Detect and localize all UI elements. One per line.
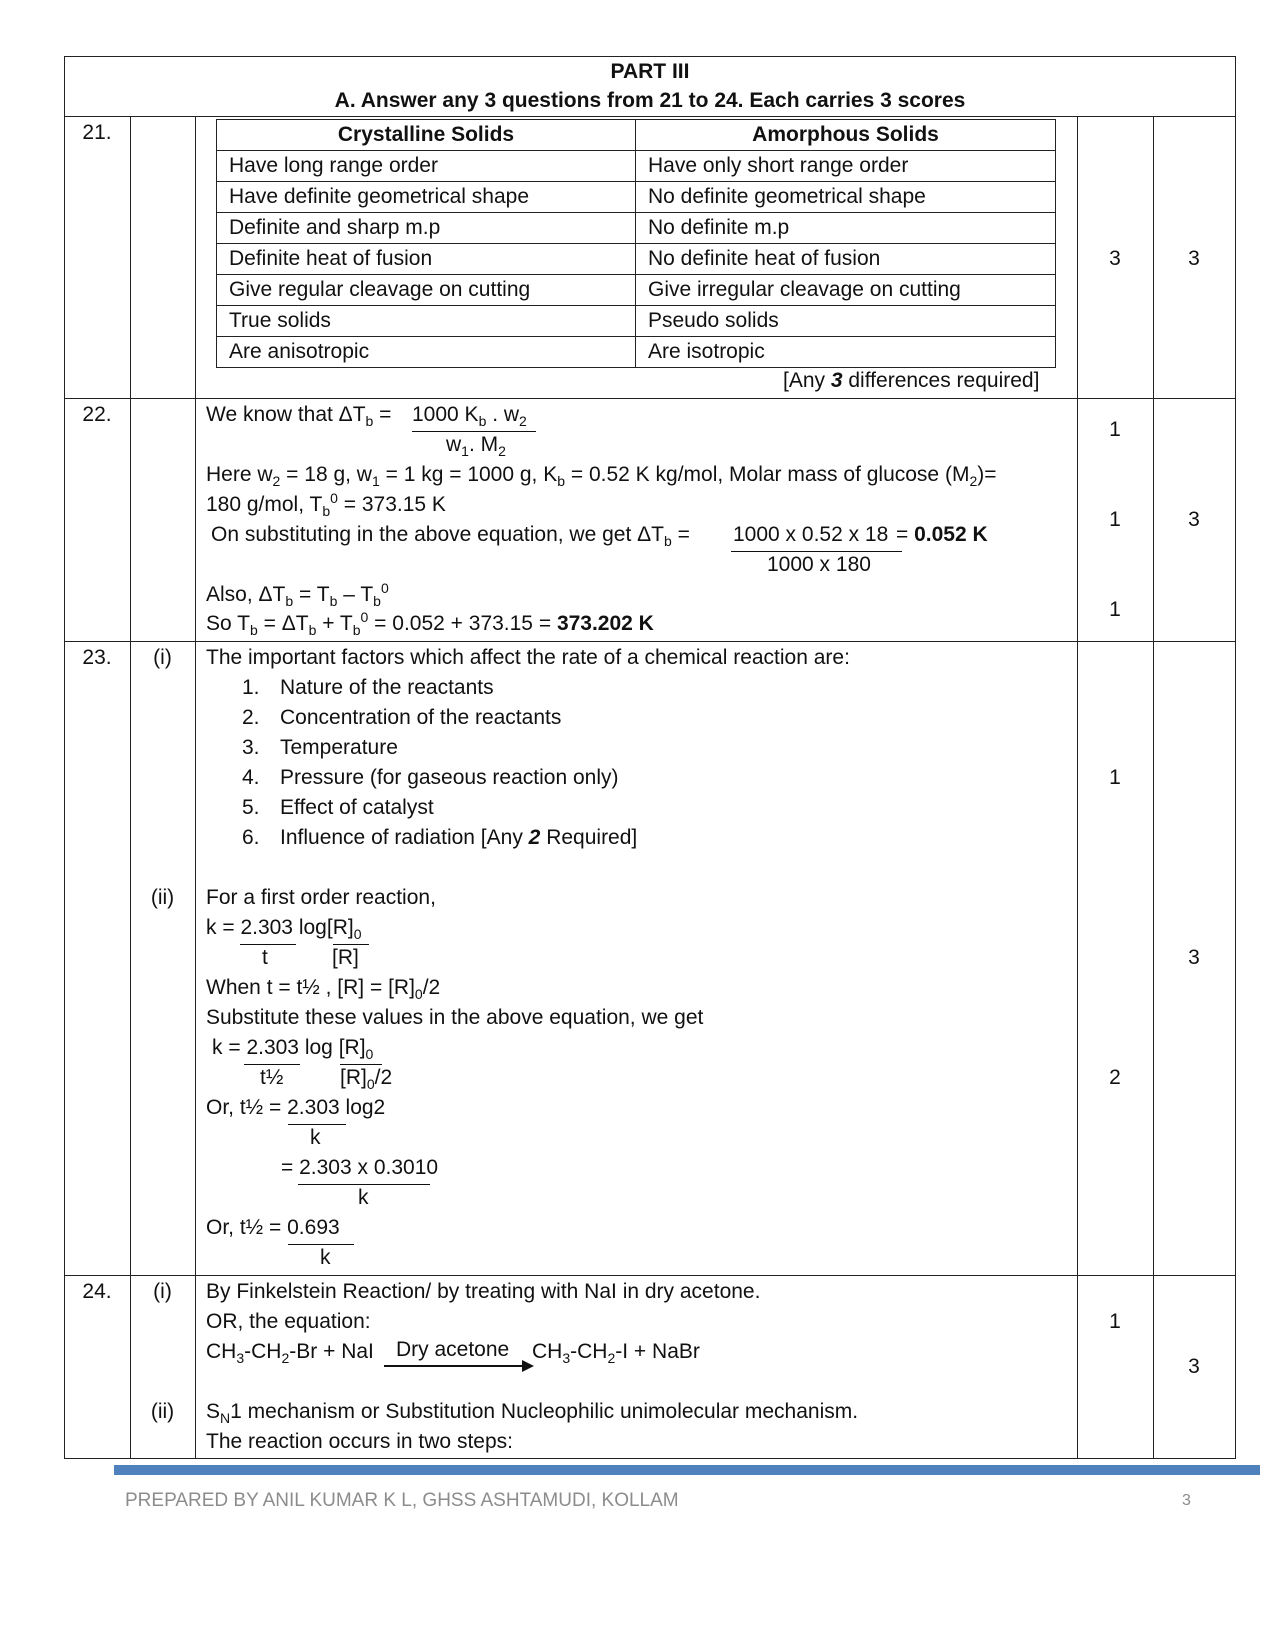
list-item <box>242 763 619 793</box>
superscript: 0 <box>380 580 389 596</box>
formula-text: 1 mechanism or Substitution Nucleophilic unimolecular mechanism. <box>230 1400 859 1423</box>
q22-formula-denominator <box>446 430 506 460</box>
subscript: 2 <box>607 1350 616 1367</box>
formula-text: = <box>373 403 392 426</box>
table-cell: No definite geometrical shape <box>636 182 1056 213</box>
list-text: Pressure (for gaseous reaction only) <box>280 766 619 789</box>
fraction-bar <box>240 944 296 945</box>
table-cell: True solids <box>217 306 636 337</box>
note-text: differences required] <box>842 369 1040 392</box>
q23-half-life-eq1-den: k <box>310 1126 321 1149</box>
subscript: 0 <box>366 1076 375 1093</box>
table-cell: Are anisotropic <box>217 337 636 368</box>
q23-score-1: 1 <box>1109 766 1121 789</box>
q24-score: 1 <box>1109 1310 1121 1333</box>
formula-text: 0.693 <box>287 1216 340 1239</box>
formula-text: Or, t½ = <box>206 1096 288 1119</box>
subscript: N <box>220 1410 231 1427</box>
formula-text: log <box>299 1036 339 1059</box>
col-header-amorphous: Amorphous Solids <box>636 120 1056 151</box>
list-item <box>242 703 561 733</box>
list-text: Temperature <box>280 736 398 759</box>
part-instruction: A. Answer any 3 questions from 21 to 24. Each carries 3 scores <box>334 89 966 112</box>
row23-bottom-border <box>64 1275 1236 1276</box>
q23-number: 23. <box>82 646 112 669</box>
q23-half-life-eq1 <box>206 1093 385 1123</box>
footer-credit: PREPARED BY ANIL KUMAR K L, GHSS ASHTAMUDI, KOLLAM <box>125 1490 679 1511</box>
formula-text: = T <box>293 583 330 606</box>
q22-score-2: 1 <box>1109 508 1121 531</box>
list-number: 1. <box>242 676 260 699</box>
subscript: 2 <box>969 473 978 490</box>
q23-score-2: 2 <box>1109 1066 1121 1089</box>
q22-given-values <box>206 460 997 490</box>
table-row <box>217 244 1056 275</box>
q22-substitution <box>211 520 690 550</box>
formula-text: k = <box>212 1036 247 1059</box>
q23-k-eq1-logden: [R] <box>332 946 359 969</box>
col-divider-1 <box>130 116 131 1458</box>
table-cell: Have definite geometrical shape <box>217 182 636 213</box>
col-divider-2 <box>195 116 196 1458</box>
note-number: 3 <box>830 369 843 392</box>
formula-text: = ΔT <box>257 612 309 635</box>
superscript: 0 <box>330 490 338 506</box>
table-row <box>217 275 1056 306</box>
formula-text: = 1 kg = 1000 g, K <box>379 463 558 486</box>
formula-text: = <box>281 1156 300 1179</box>
subscript: 0 <box>365 1046 374 1063</box>
formula-text: 2.303 <box>246 1036 299 1059</box>
q23-k-eq2-logden <box>340 1063 392 1093</box>
formula-text: We know that ΔT <box>206 403 366 426</box>
q22-score-3: 1 <box>1109 598 1121 621</box>
q21-score: 3 <box>1109 247 1121 270</box>
q23-part-i: (i) <box>153 646 172 669</box>
table-cell: No definite heat of fusion <box>636 244 1056 275</box>
subscript: b <box>322 503 331 520</box>
formula-text: + T <box>316 612 353 635</box>
subscript: 2 <box>498 443 506 460</box>
q22-relation <box>206 580 389 610</box>
footer-rule <box>114 1465 1260 1475</box>
formula-text: S <box>206 1400 221 1423</box>
list-number: 5. <box>242 796 260 819</box>
subscript: 3 <box>562 1350 571 1367</box>
subscript: b <box>285 593 294 610</box>
q24-part-i: (i) <box>153 1280 172 1303</box>
q22-total: 3 <box>1188 508 1200 531</box>
subscript: b <box>352 622 361 639</box>
formula-text: = <box>896 523 915 546</box>
formula-text: -CH <box>570 1340 608 1363</box>
q23-substitute: Substitute these values in the above equation, we get <box>206 1006 704 1029</box>
q23-k-eq1-den: t <box>262 946 268 969</box>
formula-text: 2.303 <box>287 1096 340 1119</box>
list-number: 6. <box>242 826 260 849</box>
subscript: b <box>249 622 258 639</box>
q22-given-values-2 <box>206 490 446 520</box>
table-cell: Pseudo solids <box>636 306 1056 337</box>
table-cell: Definite and sharp m.p <box>217 213 636 244</box>
subscript: b <box>557 473 566 490</box>
list-text: Influence of radiation [Any <box>280 826 529 849</box>
table-header-row <box>217 120 1056 151</box>
subscript: 0 <box>414 986 423 1003</box>
list-text: Effect of catalyst <box>280 796 434 819</box>
subscript: b <box>365 413 374 430</box>
col-divider-4 <box>1153 116 1154 1458</box>
q24-finkelstein: By Finkelstein Reaction/ by treating with NaI in dry acetone. <box>206 1280 761 1303</box>
subscript: b <box>478 413 487 430</box>
formula-text: 180 g/mol, T <box>206 493 323 516</box>
table-cell: No definite m.p <box>636 213 1056 244</box>
formula-text: 2.303 <box>240 916 293 939</box>
formula-text: . M <box>468 433 499 456</box>
formula-text: On substituting in the above equation, we get ΔT <box>211 523 664 546</box>
q24-or-equation: OR, the equation: <box>206 1310 371 1333</box>
list-number: 4. <box>242 766 260 789</box>
list-number: 2. <box>242 706 260 729</box>
formula-text: = 0.052 + 373.15 = <box>368 612 557 635</box>
formula-text: . w <box>486 403 520 426</box>
formula-text: log <box>293 916 327 939</box>
list-item <box>242 733 398 763</box>
table-cell: Are isotropic <box>636 337 1056 368</box>
header-bottom-border <box>64 116 1236 117</box>
formula-text: Also, ΔT <box>206 583 286 606</box>
result-value: 373.202 K <box>556 612 654 635</box>
list-text: Nature of the reactants <box>280 676 494 699</box>
q23-k-eq2-den: t½ <box>260 1066 284 1089</box>
q23-half-life-eq2 <box>281 1153 438 1183</box>
page-number: 3 <box>1182 1492 1191 1509</box>
q23-k-eq2 <box>212 1033 373 1063</box>
list-item <box>242 793 434 823</box>
subscript: 1 <box>371 473 380 490</box>
q22-substitution-numerator: 1000 x 0.52 x 18 <box>733 523 889 546</box>
subscript: b <box>329 593 338 610</box>
table-row <box>217 182 1056 213</box>
q23-intro: The important factors which affect the rate of a chemical reaction are: <box>206 646 850 669</box>
formula-text: When t = t½ , [R] = [R] <box>206 976 415 999</box>
q22-score-1: 1 <box>1109 418 1121 441</box>
q21-number: 21. <box>82 121 112 144</box>
table-cell: Definite heat of fusion <box>217 244 636 275</box>
q23-total: 3 <box>1188 946 1200 969</box>
formula-text: w <box>446 433 462 456</box>
formula-text: log2 <box>339 1096 386 1119</box>
formula-text: [R] <box>340 1066 367 1089</box>
q22-formula-numerator <box>412 400 527 430</box>
q24-number: 24. <box>82 1280 112 1303</box>
q22-number: 22. <box>82 403 112 426</box>
subscript: 2 <box>281 1350 290 1367</box>
subscript: b <box>373 593 381 610</box>
table-row <box>217 337 1056 368</box>
subscript: b <box>308 622 317 639</box>
formula-text: CH <box>206 1340 237 1363</box>
reaction-arrow <box>384 1365 524 1367</box>
table-row <box>217 213 1056 244</box>
formula-text: /2 <box>422 976 441 999</box>
list-item <box>242 673 494 703</box>
q23-half-life-condition <box>206 973 440 1003</box>
formula-text: = 0.52 K kg/mol, Molar mass of glucose (M <box>565 463 970 486</box>
table-bottom-border <box>64 1458 1236 1459</box>
part-title: PART III <box>610 60 690 83</box>
formula-text: Or, t½ = <box>206 1216 288 1239</box>
q24-equation-rhs <box>532 1337 700 1367</box>
formula-text: [R] <box>326 916 354 939</box>
subscript: 0 <box>353 926 362 943</box>
q23-half-life-final <box>206 1213 340 1243</box>
formula-text: -Br + NaI <box>289 1340 374 1363</box>
q23-half-life-eq2-den: k <box>358 1186 369 1209</box>
q23-first-order: For a first order reaction, <box>206 886 436 909</box>
table-cell: Give irregular cleavage on cutting <box>636 275 1056 306</box>
formula-text: = 18 g, w <box>280 463 372 486</box>
table-right-border <box>1235 56 1236 1458</box>
formula-text: So T <box>206 612 250 635</box>
list-number: 3. <box>242 736 260 759</box>
table-cell: Have long range order <box>217 151 636 182</box>
subscript: 1 <box>461 443 469 460</box>
subscript: 2 <box>519 413 527 430</box>
list-text: Required] <box>540 826 638 849</box>
formula-text: Here w <box>206 463 273 486</box>
formula-text: 1000 K <box>412 403 479 426</box>
table-cell: Have only short range order <box>636 151 1056 182</box>
formula-text: )= <box>977 463 997 486</box>
q23-k-eq1 <box>206 913 362 943</box>
formula-text: CH <box>532 1340 563 1363</box>
q24-total: 3 <box>1188 1355 1200 1378</box>
solids-comparison-table <box>216 119 1056 368</box>
q24-equation-lhs <box>206 1337 374 1367</box>
superscript: 0 <box>360 609 369 625</box>
q23-part-ii: (ii) <box>150 886 175 909</box>
formula-text: – T <box>337 583 374 606</box>
formula-text: k = <box>206 916 241 939</box>
formula-text: -CH <box>244 1340 282 1363</box>
note-text: [Any <box>783 369 831 392</box>
q24-condition: Dry acetone <box>396 1338 510 1361</box>
subscript: 3 <box>236 1350 245 1367</box>
q23-half-life-final-den: k <box>320 1246 331 1269</box>
table-row <box>217 306 1056 337</box>
list-item <box>242 823 637 853</box>
q22-formula-line <box>206 400 391 430</box>
table-left-border <box>64 56 65 1458</box>
q24-two-steps: The reaction occurs in two steps: <box>206 1430 513 1453</box>
q22-substitution-denominator: 1000 x 180 <box>767 553 871 576</box>
q24-part-ii: (ii) <box>150 1400 175 1423</box>
formula-text: [R] <box>338 1036 366 1059</box>
formula-text: /2 <box>374 1066 393 1089</box>
formula-text: -I + NaBr <box>615 1340 700 1363</box>
q21-note <box>783 366 1039 396</box>
formula-text: = 373.15 K <box>337 493 446 516</box>
row22-bottom-border <box>64 641 1236 642</box>
result-value: 0.052 K <box>914 523 988 546</box>
table-cell: Give regular cleavage on cutting <box>217 275 636 306</box>
subscript: b <box>663 533 672 550</box>
subscript: 2 <box>272 473 281 490</box>
row21-bottom-border <box>64 398 1236 399</box>
formula-text: 2.303 x 0.3010 <box>299 1156 439 1179</box>
q21-total: 3 <box>1188 247 1200 270</box>
formula-text: = <box>671 523 690 546</box>
q22-substitution-result <box>896 520 988 550</box>
list-emphasis: 2 <box>528 826 541 849</box>
col-header-crystalline: Crystalline Solids <box>217 120 636 151</box>
q22-final-answer <box>206 609 654 639</box>
q24-sn1 <box>206 1397 858 1427</box>
table-row <box>217 151 1056 182</box>
list-text: Concentration of the reactants <box>280 706 562 729</box>
